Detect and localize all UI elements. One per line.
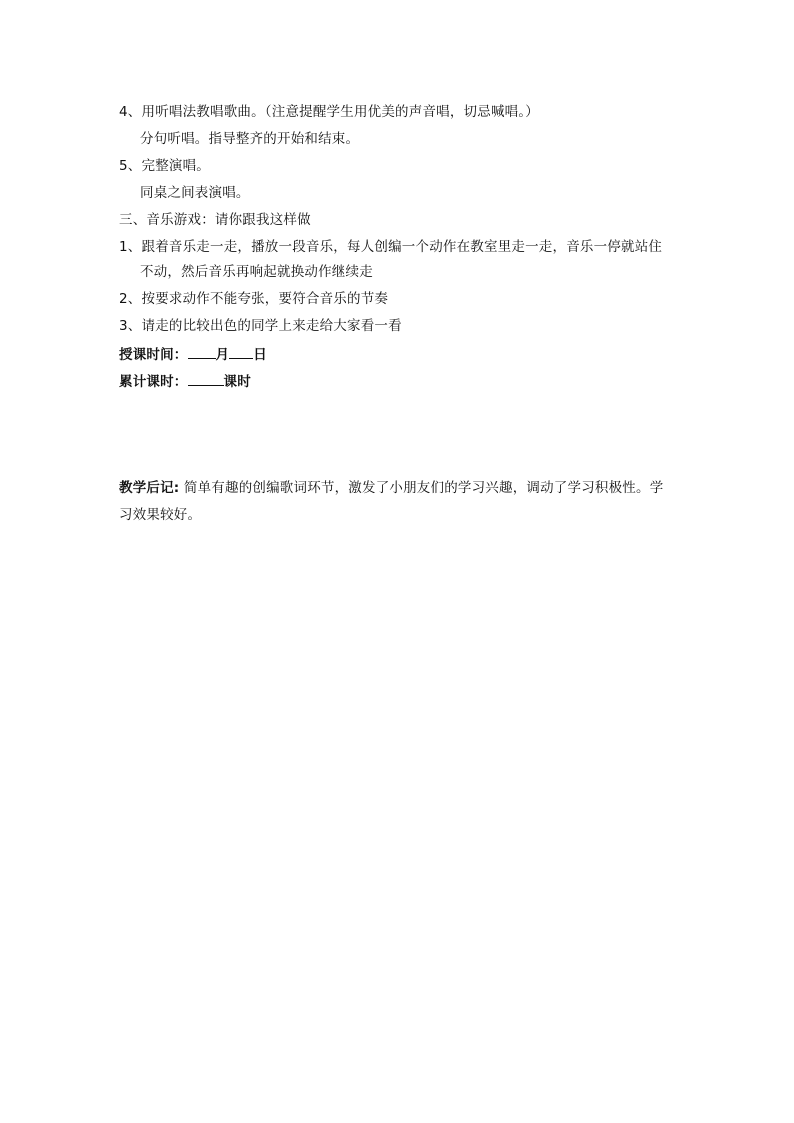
game-step-2: 2、按要求动作不能夸张，要符合音乐的节奏 [119,291,389,307]
game-step-1-continued: 不动，然后音乐再响起就换动作继续走 [140,264,373,280]
cumulative-hours-row [119,371,251,391]
step-5-full-performance: 5、完整演唱。 [119,158,210,174]
reflection-text-1: 简单有趣的创编歌词环节，激发了小朋友们的学习兴趣，调动了学习积极性。学 [179,480,664,496]
game-step-1: 1、跟着音乐走一走，播放一段音乐，每人创编一个动作在教室里走一走，音乐一停就站住 [119,239,663,255]
hours-unit-label: 课时 [223,374,251,390]
step-5-detail: 同桌之间表演唱。 [140,185,250,201]
reflection-row [119,479,663,497]
month-label: 月 [215,347,230,363]
game-step-3: 3、请走的比较出色的同学上来走给大家看一看 [119,318,402,334]
reflection-label: 教学后记: [119,480,180,496]
month-blank [188,344,216,359]
reflection-text-2: 习效果较好。 [119,507,202,523]
day-label: 日 [253,347,267,363]
step-4-detail: 分句听唱。指导整齐的开始和结束。 [140,131,360,147]
day-blank [229,344,253,359]
teaching-time-row [119,344,267,364]
cumulative-hours-label: 累计课时： [119,374,188,390]
hours-blank [188,371,224,386]
teaching-time-label: 授课时间： [119,347,188,363]
section-3-music-game: 三、音乐游戏：请你跟我这样做 [119,212,311,228]
step-4-teach-song: 4、用听唱法教唱歌曲。（注意提醒学生用优美的声音唱，切忌喊唱。） [119,104,539,120]
